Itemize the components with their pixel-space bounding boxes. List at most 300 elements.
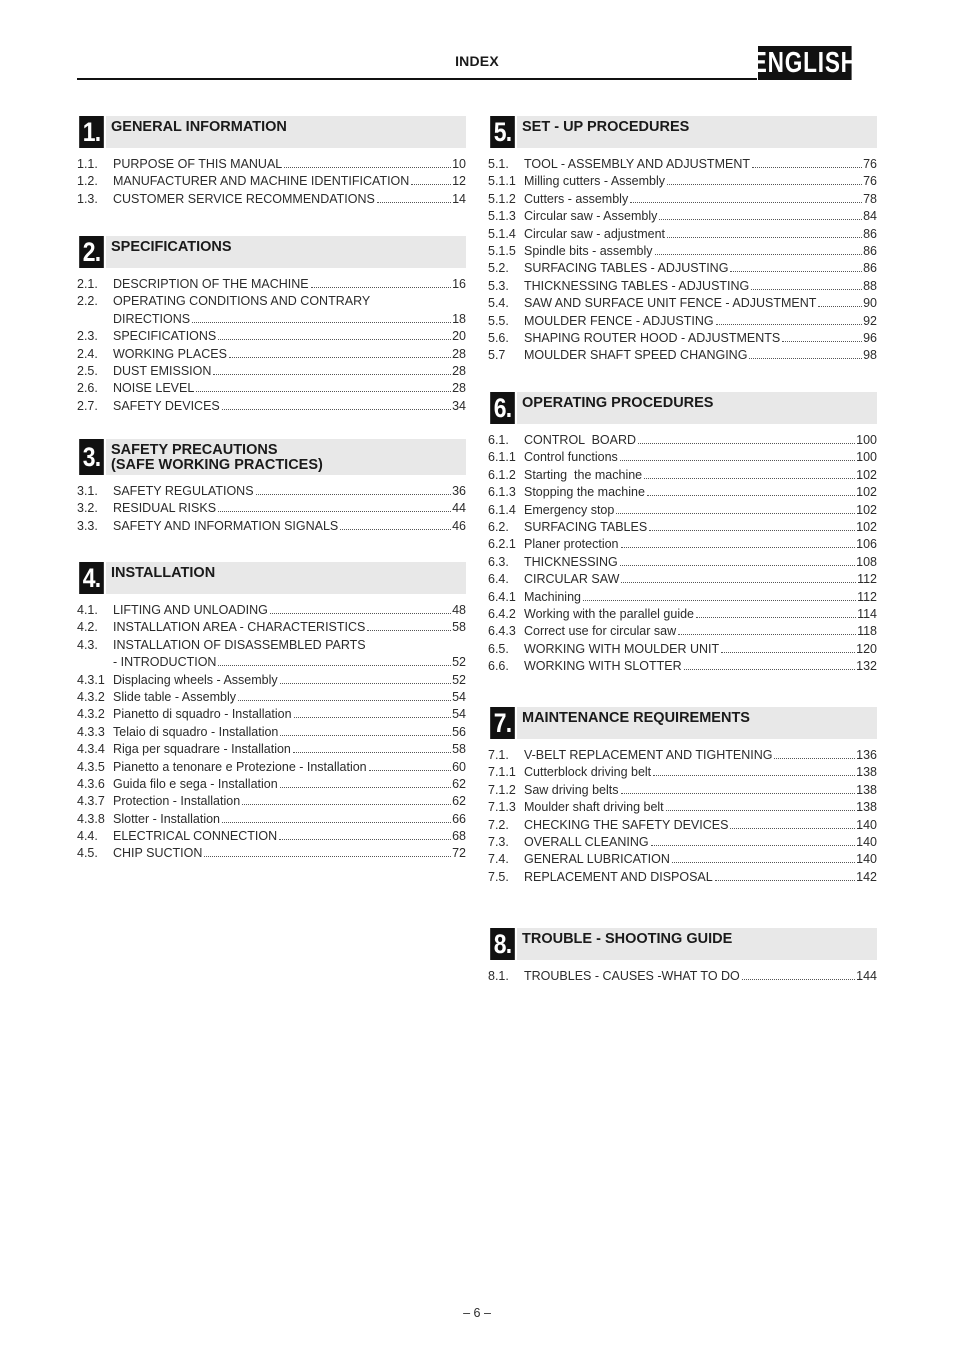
toc-entry bbox=[488, 432, 877, 449]
toc-entry bbox=[488, 658, 877, 675]
toc-entry-list bbox=[77, 156, 466, 208]
toc-entry bbox=[77, 156, 466, 173]
toc-entry-title: MANUFACTURER AND MACHINE IDENTIFICATION bbox=[113, 174, 410, 189]
toc-entry bbox=[488, 330, 877, 347]
toc-entry bbox=[77, 311, 466, 328]
toc-entry bbox=[488, 968, 877, 985]
dot-leader bbox=[667, 184, 862, 185]
toc-entry-number: 2.6. bbox=[77, 381, 98, 396]
toc-entry-title: WORKING WITH MOULDER UNIT bbox=[524, 641, 720, 656]
toc-entry bbox=[77, 619, 466, 636]
toc-entry-page: 120 bbox=[856, 641, 877, 656]
section-header bbox=[77, 116, 466, 148]
section-safety-precautions bbox=[77, 439, 466, 535]
toc-entry bbox=[488, 467, 877, 484]
toc-entry-number: 5.3. bbox=[488, 278, 509, 293]
toc-entry-title: Slide table - Assembly bbox=[113, 689, 236, 704]
toc-entry-number: 5.1.2 bbox=[488, 191, 516, 206]
toc-entry-number: 5.1.1 bbox=[488, 174, 516, 189]
dot-leader bbox=[684, 669, 856, 670]
toc-entry-list bbox=[77, 276, 466, 415]
section-title: MAINTENANCE REQUIREMENTS bbox=[522, 710, 750, 726]
toc-entry-page: 90 bbox=[863, 296, 877, 311]
toc-entry bbox=[488, 347, 877, 364]
toc-entry bbox=[77, 363, 466, 380]
toc-entry-page: 144 bbox=[856, 969, 877, 983]
toc-entry-title: TROUBLES - CAUSES -WHAT TO DO bbox=[524, 969, 740, 983]
toc-entry bbox=[488, 851, 877, 868]
dot-leader bbox=[653, 775, 855, 776]
toc-entry-title: SHAPING ROUTER HOOD - ADJUSTMENTS bbox=[524, 330, 781, 345]
section-header bbox=[488, 116, 877, 148]
toc-entry-number: 6.4.3 bbox=[488, 624, 516, 639]
toc-entry-number: 7.1.2 bbox=[488, 782, 516, 797]
section-title: INSTALLATION bbox=[111, 565, 216, 581]
toc-entry-number: 4.3.4 bbox=[77, 742, 105, 757]
toc-entry-number: 7.1. bbox=[488, 748, 509, 762]
footer-page-number: – 6 – bbox=[463, 1306, 491, 1320]
dot-leader bbox=[284, 167, 451, 168]
toc-entry-page: 114 bbox=[857, 606, 877, 621]
toc-entry-title: Slotter - Installation bbox=[113, 811, 220, 826]
toc-entry bbox=[488, 313, 877, 330]
toc-entry-page: 138 bbox=[856, 765, 877, 780]
dot-leader bbox=[583, 600, 856, 601]
section-number: 7. bbox=[490, 707, 515, 739]
toc-entry-number: 6.1.1 bbox=[488, 450, 516, 465]
dot-leader bbox=[367, 630, 451, 631]
dot-leader bbox=[715, 880, 855, 881]
toc-entry-title: SAW AND SURFACE UNIT FENCE - ADJUSTMENT bbox=[524, 296, 817, 311]
section-maintenance-requirements bbox=[488, 707, 877, 886]
toc-entry bbox=[488, 260, 877, 277]
toc-entry-page: 138 bbox=[856, 800, 877, 815]
toc-entry-title: CHECKING THE SAFETY DEVICES bbox=[524, 817, 729, 832]
section-number: 6. bbox=[490, 392, 515, 424]
toc-entry-page: 62 bbox=[452, 776, 466, 791]
toc-entry-page: 112 bbox=[857, 572, 877, 587]
section-specifications bbox=[77, 236, 466, 415]
toc-entry-page: 76 bbox=[863, 174, 877, 189]
dot-leader bbox=[218, 511, 451, 512]
toc-entry-number: 3.1. bbox=[77, 484, 98, 498]
toc-entry-title: V-BELT REPLACEMENT AND TIGHTENING bbox=[524, 748, 773, 762]
toc-entry-page: 140 bbox=[856, 817, 877, 832]
toc-entry-number: 6.2. bbox=[488, 519, 509, 534]
header-rule bbox=[77, 78, 757, 80]
section-number: 8. bbox=[490, 928, 515, 960]
toc-entry-list bbox=[77, 602, 466, 863]
toc-entry-title: Planer protection bbox=[524, 537, 619, 552]
toc-entry-title: RESIDUAL RISKS bbox=[113, 501, 217, 516]
toc-entry-page: 86 bbox=[863, 226, 877, 241]
toc-entry-number: 2.3. bbox=[77, 329, 98, 344]
dot-leader bbox=[213, 374, 451, 375]
toc-entry-page: 44 bbox=[452, 501, 466, 516]
toc-entry-list bbox=[488, 968, 877, 985]
section-header bbox=[488, 928, 877, 960]
toc-entry-page: 102 bbox=[856, 519, 877, 534]
toc-entry bbox=[77, 741, 466, 758]
toc-entry-title: WORKING WITH SLOTTER bbox=[524, 659, 682, 674]
toc-entry-number: 6.2.1 bbox=[488, 537, 516, 552]
dot-leader bbox=[238, 700, 451, 701]
toc-entry-page: 118 bbox=[857, 624, 877, 639]
dot-leader bbox=[369, 770, 451, 771]
dot-leader bbox=[716, 324, 862, 325]
toc-entry-number: 6.1.2 bbox=[488, 467, 516, 482]
toc-entry bbox=[77, 828, 466, 845]
toc-entry-number: 3.3. bbox=[77, 518, 98, 533]
toc-entry-title: Spindle bits - assembly bbox=[524, 243, 653, 258]
dot-leader bbox=[655, 254, 863, 255]
page-header-title: INDEX bbox=[455, 53, 499, 69]
toc-entry bbox=[77, 173, 466, 190]
dot-leader bbox=[696, 617, 856, 618]
toc-entry-title: Riga per squadrare - Installation bbox=[113, 742, 291, 757]
toc-entry bbox=[488, 208, 877, 225]
toc-entry-page: 96 bbox=[863, 330, 877, 345]
toc-entry-title: Starting the machine bbox=[524, 467, 643, 482]
toc-entry-title: Emergency stop bbox=[524, 502, 615, 517]
toc-entry-page: 12 bbox=[452, 174, 466, 189]
section-header bbox=[77, 439, 466, 475]
toc-entry-page: 72 bbox=[452, 846, 466, 861]
toc-entry-page: 102 bbox=[856, 502, 877, 517]
toc-entry bbox=[77, 398, 466, 415]
toc-entry bbox=[488, 817, 877, 834]
toc-entry bbox=[488, 606, 877, 623]
toc-entry bbox=[488, 484, 877, 501]
section-header bbox=[488, 392, 877, 424]
dot-leader bbox=[782, 341, 862, 342]
toc-entry-page: 68 bbox=[452, 829, 466, 844]
dot-leader bbox=[218, 339, 451, 340]
toc-entry-page: 142 bbox=[856, 869, 877, 884]
section-operating-procedures bbox=[488, 392, 877, 675]
toc-entry-title: Telaio di squadro - Installation bbox=[113, 724, 279, 739]
toc-entry-title: REPLACEMENT AND DISPOSAL bbox=[524, 869, 713, 884]
dot-leader bbox=[666, 810, 855, 811]
dot-leader bbox=[667, 237, 862, 238]
toc-entry-page: 102 bbox=[856, 485, 877, 500]
dot-leader bbox=[204, 856, 451, 857]
section-title: SPECIFICATIONS bbox=[111, 239, 232, 255]
dot-leader bbox=[621, 582, 856, 583]
toc-entry bbox=[488, 641, 877, 658]
toc-entry-number: 4.3.1 bbox=[77, 672, 105, 687]
toc-entry-page: 76 bbox=[863, 157, 877, 171]
dot-leader bbox=[621, 547, 856, 548]
toc-entry-page: 62 bbox=[452, 794, 466, 809]
toc-entry-title: INSTALLATION OF DISASSEMBLED PARTS bbox=[113, 637, 366, 652]
toc-entry-list bbox=[488, 747, 877, 886]
toc-entry-title: INSTALLATION AREA - CHARACTERISTICS bbox=[113, 620, 366, 635]
section-title: OPERATING PROCEDURES bbox=[522, 395, 714, 411]
toc-entry-page: 36 bbox=[452, 484, 466, 498]
toc-entry-title: Machining bbox=[524, 589, 581, 604]
toc-entry-title: DESCRIPTION OF THE MACHINE bbox=[113, 277, 309, 291]
toc-entry-title: DIRECTIONS bbox=[113, 311, 191, 326]
toc-entry bbox=[488, 278, 877, 295]
toc-entry-number: 2.7. bbox=[77, 398, 98, 413]
toc-entry bbox=[77, 518, 466, 535]
toc-entry bbox=[77, 793, 466, 810]
toc-entry bbox=[77, 276, 466, 293]
dot-leader bbox=[256, 494, 452, 495]
section-number: 2. bbox=[79, 236, 104, 268]
toc-entry bbox=[77, 191, 466, 208]
dot-leader bbox=[377, 202, 451, 203]
toc-entry-title: Pianetto di squadro - Installation bbox=[113, 707, 292, 722]
toc-entry-title: Cutters - assembly bbox=[524, 191, 629, 206]
toc-entry-title: GENERAL LUBRICATION bbox=[524, 852, 670, 867]
toc-entry-page: 10 bbox=[452, 157, 466, 171]
toc-entry-page: 132 bbox=[856, 659, 877, 674]
toc-entry-title: CUSTOMER SERVICE RECOMMENDATIONS bbox=[113, 191, 375, 206]
toc-entry-title: DUST EMISSION bbox=[113, 363, 212, 378]
toc-entry bbox=[488, 536, 877, 553]
dot-leader bbox=[751, 289, 862, 290]
toc-entry-title: WORKING PLACES bbox=[113, 346, 227, 361]
dot-leader bbox=[651, 845, 856, 846]
toc-entry-page: 100 bbox=[856, 450, 877, 465]
toc-entry-number: 1.1. bbox=[77, 157, 98, 171]
section-header bbox=[77, 562, 466, 594]
toc-entry bbox=[488, 589, 877, 606]
toc-entry-number: 4.2. bbox=[77, 620, 98, 635]
toc-entry-title: PURPOSE OF THIS MANUAL bbox=[113, 157, 283, 171]
toc-entry bbox=[488, 764, 877, 781]
toc-entry-list bbox=[488, 432, 877, 675]
toc-entry bbox=[488, 156, 877, 173]
toc-entry-number: 1.2. bbox=[77, 174, 98, 189]
dot-leader bbox=[294, 717, 452, 718]
toc-entry-number: 7.5. bbox=[488, 869, 509, 884]
toc-entry-title: OVERALL CLEANING bbox=[524, 834, 649, 849]
toc-entry-page: 58 bbox=[452, 742, 466, 757]
toc-entry-title: SPECIFICATIONS bbox=[113, 329, 217, 344]
section-number: 4. bbox=[79, 562, 104, 594]
dot-leader bbox=[218, 665, 451, 666]
toc-entry-number: 6.4. bbox=[488, 572, 509, 587]
dot-leader bbox=[749, 358, 862, 359]
toc-entry bbox=[488, 226, 877, 243]
toc-entry-page: 48 bbox=[452, 603, 466, 617]
section-title: SET - UP PROCEDURES bbox=[522, 119, 690, 135]
toc-entry bbox=[488, 799, 877, 816]
toc-entry bbox=[488, 869, 877, 886]
toc-entry-page: 28 bbox=[452, 381, 466, 396]
toc-entry-title: MOULDER FENCE - ADJUSTING bbox=[524, 313, 714, 328]
toc-entry-title: SURFACING TABLES bbox=[524, 519, 648, 534]
toc-entry bbox=[488, 295, 877, 312]
toc-entry-number: 7.3. bbox=[488, 834, 509, 849]
toc-entry-title: Correct use for circular saw bbox=[524, 624, 677, 639]
toc-entry-page: 140 bbox=[856, 852, 877, 867]
toc-entry bbox=[77, 759, 466, 776]
toc-entry-number: 4.3.8 bbox=[77, 811, 105, 826]
toc-entry-title: Stopping the machine bbox=[524, 485, 645, 500]
toc-entry-number: 5.5. bbox=[488, 313, 509, 328]
toc-entry bbox=[488, 554, 877, 571]
toc-entry-page: 136 bbox=[856, 748, 877, 762]
toc-entry-number: 6.4.1 bbox=[488, 589, 516, 604]
toc-entry-number: 4.5. bbox=[77, 846, 98, 861]
dot-leader bbox=[222, 822, 451, 823]
toc-entry-number: 5.7 bbox=[488, 348, 506, 363]
toc-entry-number: 6.1.3 bbox=[488, 485, 516, 500]
toc-entry-list bbox=[488, 156, 877, 365]
toc-entry-page: 92 bbox=[863, 313, 877, 328]
toc-entry-page: 88 bbox=[863, 278, 877, 293]
section-trouble-shooting-guide bbox=[488, 928, 877, 985]
toc-entry-number: 5.1. bbox=[488, 157, 509, 171]
toc-entry-title: - INTRODUCTION bbox=[113, 655, 217, 670]
toc-entry bbox=[77, 706, 466, 723]
dot-leader bbox=[270, 613, 451, 614]
toc-entry-page: 84 bbox=[863, 209, 877, 224]
toc-entry-number: 4.3.2 bbox=[77, 689, 105, 704]
toc-entry bbox=[77, 602, 466, 619]
toc-entry-number: 4.3.3 bbox=[77, 724, 105, 739]
toc-entry-page: 78 bbox=[863, 191, 877, 206]
dot-leader bbox=[229, 357, 451, 358]
toc-entry-number: 4.3.5 bbox=[77, 759, 105, 774]
toc-entry-number: 7.2. bbox=[488, 817, 509, 832]
toc-entry-title: CONTROL BOARD bbox=[524, 433, 637, 447]
toc-entry bbox=[77, 776, 466, 793]
toc-entry-title: Working with the parallel guide bbox=[524, 606, 695, 621]
toc-entry-number: 6.6. bbox=[488, 659, 509, 674]
toc-entry bbox=[77, 811, 466, 828]
toc-entry-list bbox=[77, 483, 466, 535]
toc-entry bbox=[488, 243, 877, 260]
toc-entry-title: SAFETY DEVICES bbox=[113, 398, 220, 413]
dot-leader bbox=[620, 565, 855, 566]
dot-leader bbox=[279, 839, 451, 840]
section-set-up-procedures bbox=[488, 116, 877, 365]
toc-entry bbox=[488, 449, 877, 466]
section-general-information bbox=[77, 116, 466, 208]
toc-entry-number: 5.6. bbox=[488, 330, 509, 345]
toc-entry bbox=[488, 519, 877, 536]
toc-entry bbox=[77, 380, 466, 397]
section-title: SAFETY PRECAUTIONS (SAFE WORKING PRACTICES) bbox=[111, 442, 323, 473]
dot-leader bbox=[730, 828, 855, 829]
toc-entry-title: Milling cutters - Assembly bbox=[524, 174, 666, 189]
toc-entry bbox=[488, 191, 877, 208]
dot-leader bbox=[818, 306, 862, 307]
dot-leader bbox=[644, 478, 855, 479]
toc-entry-page: 102 bbox=[856, 467, 877, 482]
dot-leader bbox=[620, 460, 855, 461]
language-badge: ENGLISH bbox=[751, 46, 858, 79]
toc-entry-title: Moulder shaft driving belt bbox=[524, 800, 664, 815]
toc-entry-title: MOULDER SHAFT SPEED CHANGING bbox=[524, 348, 748, 363]
toc-entry-title: Displacing wheels - Assembly bbox=[113, 672, 278, 687]
toc-entry-page: 46 bbox=[452, 518, 466, 533]
dot-leader bbox=[742, 979, 855, 980]
toc-entry bbox=[77, 845, 466, 862]
toc-entry-title: Saw driving belts bbox=[524, 782, 619, 797]
dot-leader bbox=[752, 167, 862, 168]
toc-entry-title: LIFTING AND UNLOADING bbox=[113, 603, 268, 617]
dot-leader bbox=[280, 683, 451, 684]
toc-entry-title: CHIP SUCTION bbox=[113, 846, 203, 861]
toc-entry bbox=[77, 500, 466, 517]
dot-leader bbox=[672, 862, 855, 863]
toc-entry-title: Control functions bbox=[524, 450, 618, 465]
toc-entry-number: 4.3. bbox=[77, 637, 98, 652]
toc-entry-page: 28 bbox=[452, 363, 466, 378]
toc-entry-number: 6.3. bbox=[488, 554, 509, 569]
toc-entry bbox=[77, 483, 466, 500]
section-header bbox=[488, 707, 877, 739]
section-number: 3. bbox=[79, 439, 104, 475]
toc-entry-title: NOISE LEVEL bbox=[113, 381, 195, 396]
toc-entry bbox=[77, 689, 466, 706]
toc-entry-number: 7.4. bbox=[488, 852, 509, 867]
toc-entry-number: 2.5. bbox=[77, 363, 98, 378]
toc-entry-page: 100 bbox=[856, 433, 877, 447]
toc-entry-number: 7.1.3 bbox=[488, 800, 516, 815]
section-header bbox=[77, 236, 466, 268]
toc-entry bbox=[488, 502, 877, 519]
toc-entry-page: 112 bbox=[857, 589, 877, 604]
toc-entry-title: ELECTRICAL CONNECTION bbox=[113, 829, 278, 844]
toc-entry-number: 4.3.7 bbox=[77, 794, 105, 809]
toc-entry-number: 6.5. bbox=[488, 641, 509, 656]
dot-leader bbox=[647, 495, 855, 496]
dot-leader bbox=[311, 287, 451, 288]
toc-entry-title: SURFACING TABLES - ADJUSTING bbox=[524, 261, 729, 276]
toc-entry-title: THICKNESSING TABLES - ADJUSTING bbox=[524, 278, 750, 293]
toc-entry-page: 52 bbox=[452, 655, 466, 670]
section-number: 5. bbox=[490, 116, 515, 148]
toc-entry-number: 2.1. bbox=[77, 277, 98, 291]
dot-leader bbox=[280, 735, 451, 736]
toc-entry-page: 138 bbox=[856, 782, 877, 797]
toc-entry-title: THICKNESSING bbox=[524, 554, 618, 569]
toc-entry-title: CIRCULAR SAW bbox=[524, 572, 620, 587]
toc-entry-number: 4.3.6 bbox=[77, 776, 105, 791]
toc-entry-number: 4.1. bbox=[77, 603, 98, 617]
dot-leader bbox=[293, 752, 451, 753]
toc-entry-page: 106 bbox=[856, 537, 877, 552]
toc-entry-page: 98 bbox=[863, 348, 877, 363]
toc-entry-number: 2.2. bbox=[77, 294, 98, 309]
dot-leader bbox=[340, 529, 451, 530]
toc-entry-number: 5.4. bbox=[488, 296, 509, 311]
toc-entry-page: 34 bbox=[452, 398, 466, 413]
toc-entry bbox=[488, 623, 877, 640]
toc-entry-page: 86 bbox=[863, 261, 877, 276]
toc-entry-number: 3.2. bbox=[77, 501, 98, 516]
toc-entry bbox=[77, 346, 466, 363]
toc-entry-page: 108 bbox=[856, 554, 877, 569]
toc-entry bbox=[77, 293, 466, 310]
toc-entry-page: 86 bbox=[863, 243, 877, 258]
dot-leader bbox=[659, 219, 862, 220]
toc-entry bbox=[488, 747, 877, 764]
toc-entry-title: Cutterblock driving belt bbox=[524, 765, 652, 780]
toc-entry-page: 52 bbox=[452, 672, 466, 687]
toc-entry-title: OPERATING CONDITIONS AND CONTRARY bbox=[113, 294, 371, 309]
toc-entry-number: 7.1.1 bbox=[488, 765, 516, 780]
toc-entry-number: 5.1.5 bbox=[488, 243, 516, 258]
dot-leader bbox=[630, 202, 862, 203]
